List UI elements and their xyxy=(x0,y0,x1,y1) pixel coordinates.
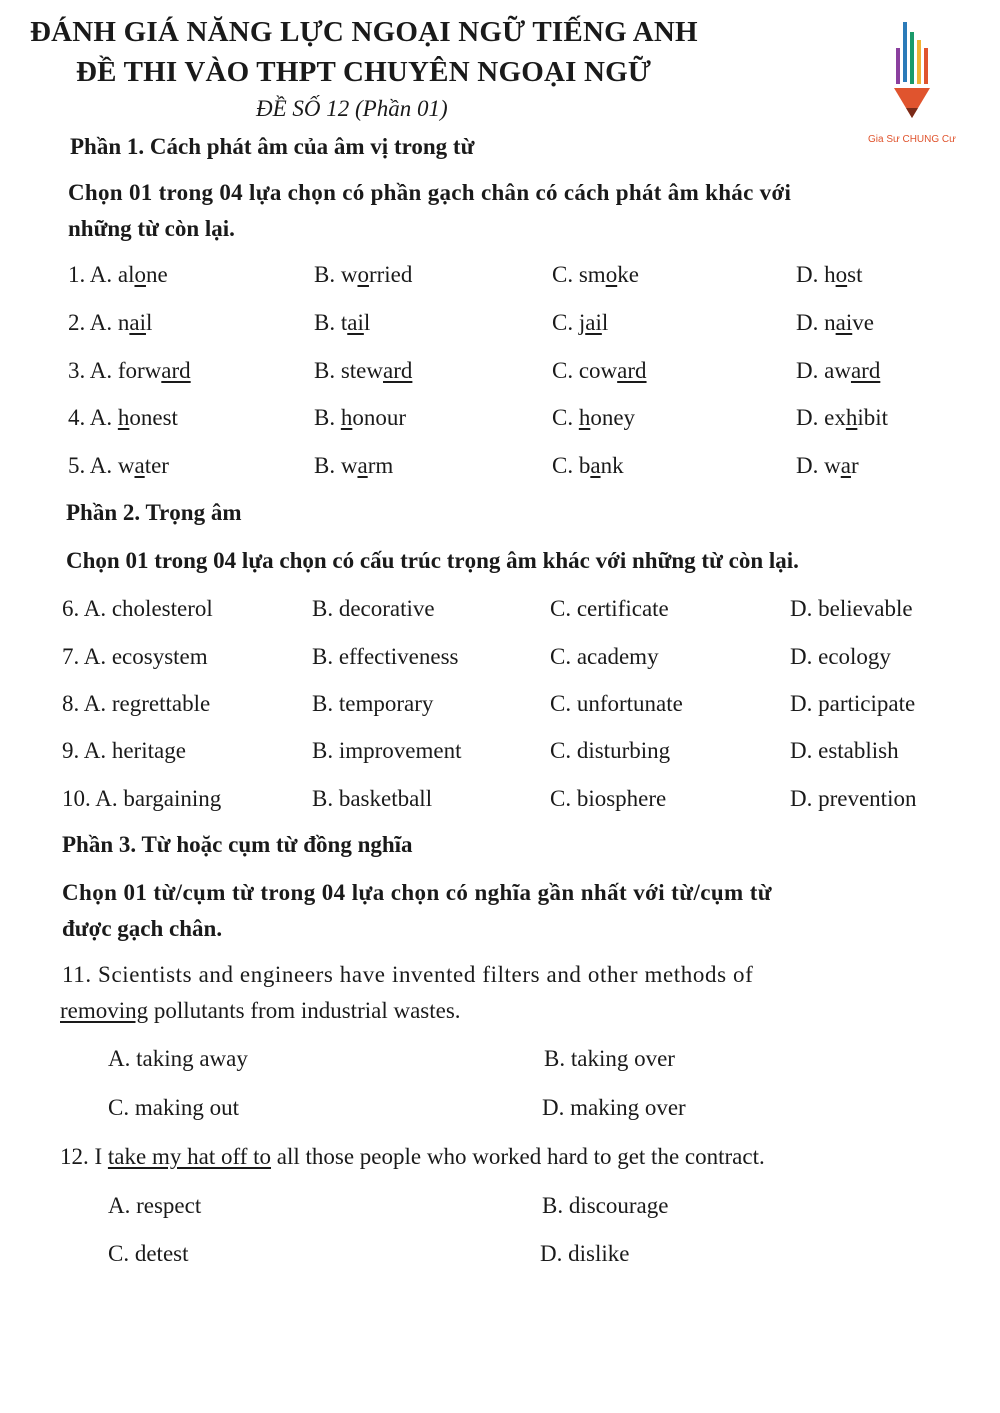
q4-option-a[interactable]: 4. A. honest xyxy=(68,405,178,430)
exam-number: ĐỀ SỐ 12 (Phần 01) xyxy=(256,96,448,121)
option-text: D. participate xyxy=(790,691,916,716)
underlined-sound: ard xyxy=(383,358,413,383)
underlined-sound: ai xyxy=(835,310,853,335)
question-12-text: 12. I take my hat off to all those people who worked hard to get the contract. xyxy=(60,1144,765,1169)
underlined-sound: ai xyxy=(129,310,146,335)
q6-option-c[interactable] xyxy=(550,596,669,622)
q4-option-b[interactable]: B. honour xyxy=(314,405,407,430)
option-text: B. basketball xyxy=(312,786,433,811)
logo xyxy=(868,18,956,148)
option-text: A. regrettable xyxy=(83,691,211,716)
question-11-text-cont: removing pollutants from industrial wastes. xyxy=(60,998,461,1023)
underlined-sound: h xyxy=(340,405,353,430)
option-letter: C. xyxy=(552,405,574,430)
q9-option-d[interactable] xyxy=(790,738,899,764)
option-letter: D. xyxy=(796,358,819,383)
underlined-phrase: take my hat off to xyxy=(107,1144,272,1169)
q3-option-c[interactable]: C. coward xyxy=(552,358,647,383)
option-letter: C. xyxy=(552,262,574,287)
q5-option-b[interactable]: B. warm xyxy=(314,453,394,478)
option-text: D. establish xyxy=(790,738,899,763)
q10-option-d[interactable] xyxy=(790,786,916,812)
q2-option-c[interactable]: C. jail xyxy=(552,310,609,335)
option-letter: C. xyxy=(552,310,574,335)
underlined-sound: ai xyxy=(347,310,364,335)
part1-instruction: Chọn 01 trong 04 lựa chọn có phần gạch chân có cách phát âm khác với xyxy=(68,180,792,205)
part3-instruction: Chọn 01 từ/cụm từ trong 04 lựa chọn có nghĩa gần nhất với từ/cụm từ xyxy=(62,880,773,905)
question-number: 2. xyxy=(68,310,86,335)
question-number: 7. xyxy=(62,644,80,669)
q10-option-b[interactable] xyxy=(312,786,432,812)
q3-option-a[interactable]: 3. A. forward xyxy=(68,358,191,383)
logo-text: Gia Sư CHUNG Cư xyxy=(868,134,956,145)
q4-option-d[interactable]: D. exhibit xyxy=(796,405,889,430)
option-text: A. heritage xyxy=(83,738,186,763)
underlined-sound: ard xyxy=(617,358,647,383)
option-letter: B. xyxy=(314,262,336,287)
q10-option-a[interactable] xyxy=(62,786,221,812)
option-text: B. improvement xyxy=(312,738,462,763)
underlined-sound: h xyxy=(578,405,591,430)
page-subtitle: ĐỀ THI VÀO THPT CHUYÊN NGOẠI NGỮ xyxy=(76,56,652,88)
option-text: C. unfortunate xyxy=(550,691,683,716)
option-text: B. decorative xyxy=(312,596,435,621)
option-letter: A. xyxy=(89,405,113,430)
part3-instruction-cont: được gạch chân. xyxy=(62,916,223,941)
q5-option-a[interactable]: 5. A. water xyxy=(68,453,169,478)
option-letter: A. xyxy=(89,453,113,478)
underlined-sound: a xyxy=(590,453,601,478)
q2-option-a[interactable]: 2. A. nail xyxy=(68,310,153,335)
option-text: C. biosphere xyxy=(550,786,667,811)
question-number: 8. xyxy=(62,691,80,716)
option-letter: A. xyxy=(89,262,113,287)
option-text: D. ecology xyxy=(790,644,891,669)
option-letter: B. xyxy=(314,358,336,383)
question-number: 9. xyxy=(62,738,80,763)
underlined-sound: h xyxy=(117,405,130,430)
q6-option-a[interactable] xyxy=(62,596,213,622)
q11-option-a[interactable]: A. taking away xyxy=(108,1046,248,1071)
q9-option-b[interactable] xyxy=(312,738,461,764)
question-number: 3. xyxy=(68,358,86,383)
q12-option-c[interactable]: C. detest xyxy=(108,1241,189,1266)
q3-option-d[interactable]: D. award xyxy=(796,358,881,383)
q1-option-a[interactable]: 1. A. alone xyxy=(68,262,168,287)
pencil-logo-icon xyxy=(880,18,950,128)
q8-option-b[interactable] xyxy=(312,691,433,717)
option-text: A. ecosystem xyxy=(83,644,208,669)
q8-option-a[interactable] xyxy=(62,691,210,717)
question-number: 5. xyxy=(68,453,86,478)
option-letter: D. xyxy=(796,405,819,430)
underlined-sound: a xyxy=(840,453,851,478)
q4-option-c[interactable]: C. honey xyxy=(552,405,636,430)
q1-option-d[interactable]: D. host xyxy=(796,262,863,287)
q12-option-a[interactable]: A. respect xyxy=(108,1193,202,1218)
question-number: 10. xyxy=(62,786,91,811)
q7-option-c[interactable] xyxy=(550,644,659,670)
option-text: B. temporary xyxy=(312,691,434,716)
q6-option-b[interactable] xyxy=(312,596,435,622)
underlined-sound: o xyxy=(605,262,618,287)
underlined-sound: o xyxy=(835,262,848,287)
q7-option-b[interactable] xyxy=(312,644,458,670)
question-11-text: 11. Scientists and engineers have invented filters and other methods of xyxy=(62,962,754,987)
q11-option-b[interactable]: B. taking over xyxy=(544,1046,675,1071)
part3-heading: Phần 3. Từ hoặc cụm từ đồng nghĩa xyxy=(62,832,413,857)
q1-option-b[interactable]: B. worried xyxy=(314,262,413,287)
q12-option-d[interactable]: D. dislike xyxy=(540,1241,630,1266)
option-letter: B. xyxy=(314,405,336,430)
q2-option-d[interactable]: D. naive xyxy=(796,310,874,335)
q10-option-c[interactable] xyxy=(550,786,666,812)
q8-option-c[interactable] xyxy=(550,691,683,717)
q3-option-b[interactable]: B. steward xyxy=(314,358,413,383)
question-number: 6. xyxy=(62,596,80,621)
underlined-sound: ai xyxy=(585,310,602,335)
q5-option-d[interactable]: D. war xyxy=(796,453,859,478)
option-text: D. believable xyxy=(790,596,913,621)
option-text: C. disturbing xyxy=(550,738,671,763)
part2-instruction: Chọn 01 trong 04 lựa chọn có cấu trúc trọng âm khác với những từ còn lại. xyxy=(66,548,799,573)
underlined-sound: o xyxy=(134,262,146,287)
underlined-sound: a xyxy=(357,453,368,478)
q9-option-a[interactable] xyxy=(62,738,186,764)
option-text: B. effectiveness xyxy=(312,644,459,669)
q9-option-c[interactable] xyxy=(550,738,670,764)
option-letter: A. xyxy=(89,310,113,335)
part2-heading: Phần 2. Trọng âm xyxy=(66,500,242,525)
q8-option-d[interactable] xyxy=(790,691,915,717)
option-letter: D. xyxy=(796,453,819,478)
q1-option-c[interactable]: C. smoke xyxy=(552,262,639,287)
page-title: ĐÁNH GIÁ NĂNG LỰC NGOẠI NGỮ TIẾNG ANH xyxy=(30,16,698,48)
underlined-sound: ard xyxy=(850,358,881,383)
option-letter: D. xyxy=(796,262,819,287)
underlined-phrase: removing xyxy=(60,998,149,1023)
q5-option-c[interactable]: C. bank xyxy=(552,453,624,478)
option-text: A. bargaining xyxy=(95,786,222,811)
underlined-sound: a xyxy=(134,453,145,478)
option-letter: A. xyxy=(89,358,113,383)
option-text: D. prevention xyxy=(790,786,917,811)
q2-option-b[interactable]: B. tail xyxy=(314,310,371,335)
option-letter: B. xyxy=(314,453,336,478)
q7-option-d[interactable] xyxy=(790,644,891,670)
q12-option-b[interactable]: B. discourage xyxy=(542,1193,669,1218)
q6-option-d[interactable] xyxy=(790,596,913,622)
question-number: 4. xyxy=(68,405,86,430)
option-letter: C. xyxy=(552,453,574,478)
part1-heading: Phần 1. Cách phát âm của âm vị trong từ xyxy=(70,134,475,159)
option-letter: B. xyxy=(314,310,336,335)
option-text: A. cholesterol xyxy=(83,596,213,621)
q7-option-a[interactable] xyxy=(62,644,208,670)
part1-instruction-cont: những từ còn lại. xyxy=(68,216,235,241)
underlined-sound: o xyxy=(357,262,369,287)
option-text: C. certificate xyxy=(550,596,669,621)
underlined-sound: ard xyxy=(161,358,191,383)
option-letter: C. xyxy=(552,358,574,383)
q11-option-d[interactable]: D. making over xyxy=(542,1095,686,1120)
option-text: C. academy xyxy=(550,644,659,669)
q11-option-c[interactable]: C. making out xyxy=(108,1095,239,1120)
question-number: 1. xyxy=(68,262,86,287)
underlined-sound: h xyxy=(845,405,858,430)
option-letter: D. xyxy=(796,310,819,335)
